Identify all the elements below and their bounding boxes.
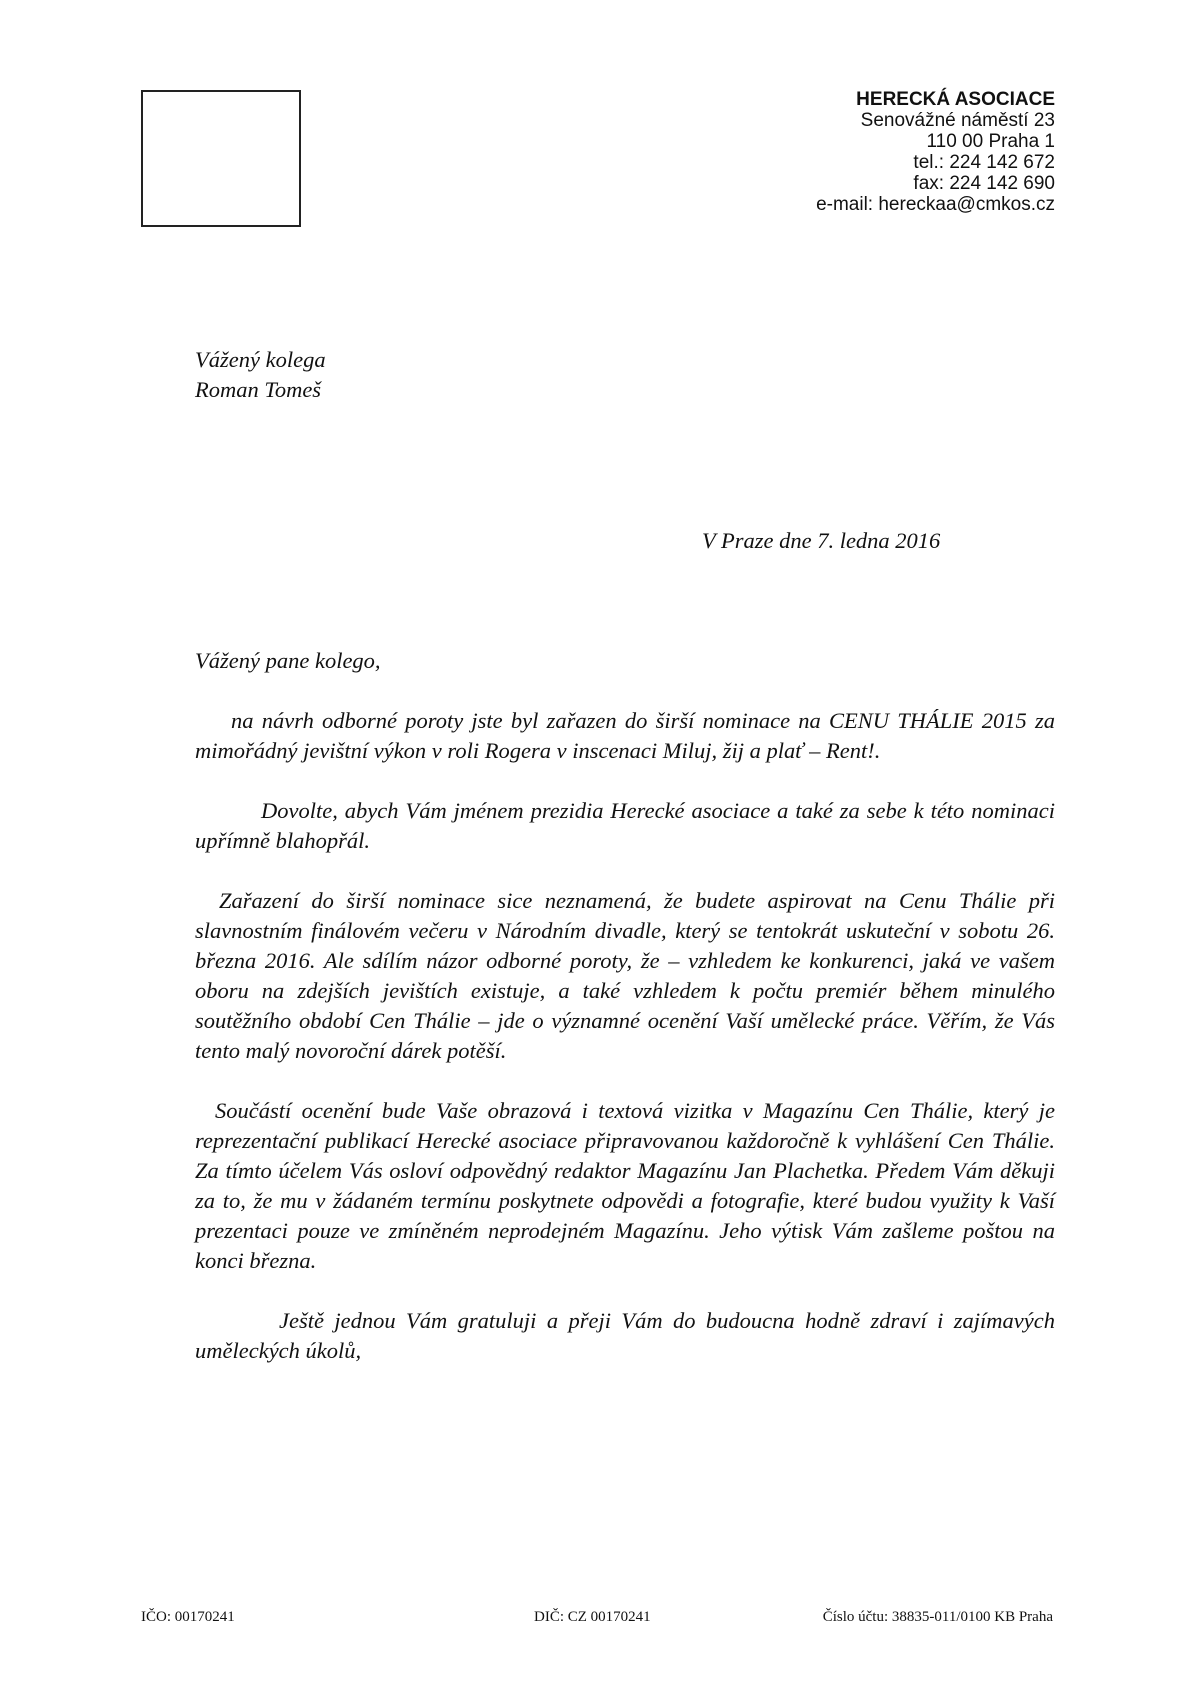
letter-body — [195, 706, 1055, 1366]
paragraph-congratulation: Dovolte, abych Vám jménem prezidia Herecké asociace a také za sebe k této nominaci upřímně blahopřál. — [195, 798, 1055, 853]
footer-bank-account: Číslo účtu: 38835-011/0100 KB Praha — [822, 1609, 1053, 1625]
letter-greeting: Vážený pane kolego, — [195, 648, 381, 673]
sender-phone: tel.: 224 142 672 — [913, 152, 1055, 173]
paragraph-closing: Ještě jednou Vám gratuluji a přeji Vám do budoucna hodně zdraví i zajímavých uměleckých úkolů, — [195, 1308, 1055, 1363]
paragraph-nomination: na návrh odborné poroty jste byl zařazen do širší nominace na CENU THÁLIE 2015 za mimořádný jevištní výkon v roli Rogera v inscenaci Miluj, žij a plať – Rent!. — [195, 708, 1055, 763]
footer-dic: DIČ: CZ 00170241 — [534, 1609, 651, 1625]
paragraph-explanation: Zařazení do širší nominace sice neznamená, že budete aspirovat na Cenu Thálie při slavnostním finálovém večeru v Národním divadle, který se tentokrát uskuteční v sobotu 26. března 2016. Ale sdílím názor odborné poroty, že – vzhledem ke konkurenci, jaká ve vašem oboru na zdejších jevištích existuje, a také vzhledem k počtu premiér během minulého soutěžního období Cen Thálie – jde o významné ocenění Vaší umělecké práce. Věřím, že Vás tento malý novoroční dárek potěší. — [195, 888, 1055, 1063]
recipient-name: Roman Tomeš — [195, 377, 322, 402]
recipient-block — [195, 345, 326, 405]
logo-placeholder-box — [141, 90, 301, 227]
sender-city: 110 00 Praha 1 — [926, 131, 1055, 152]
paragraph-magazine: Součástí ocenění bude Vaše obrazová i textová vizitka v Magazínu Cen Thálie, který je reprezentační publikací Herecké asociace připravovanou každoročně k vyhlášení Cen Thálie. Za tímto účelem Vás osloví odpovědný redaktor Magazínu Jan Plachetka. Předem Vám děkuji za to, že mu v žádaném termínu poskytnete odpovědi a fotografie, které budou využity k Vaší prezentaci pouze ve zmíněném neprodejném Magazínu. Jeho výtisk Vám zašleme poštou na konci března. — [195, 1098, 1055, 1273]
sender-fax: fax: 224 142 690 — [913, 173, 1055, 194]
letter-date: V Praze dne 7. ledna 2016 — [702, 528, 941, 553]
sender-street: Senovážné náměstí 23 — [860, 110, 1055, 131]
sender-email: e-mail: hereckaa@cmkos.cz — [816, 194, 1055, 215]
recipient-salutation: Vážený kolega — [195, 347, 326, 372]
sender-address — [816, 89, 1055, 215]
sender-organization: HERECKÁ ASOCIACE — [856, 89, 1055, 110]
footer-ico: IČO: 00170241 — [141, 1609, 235, 1625]
